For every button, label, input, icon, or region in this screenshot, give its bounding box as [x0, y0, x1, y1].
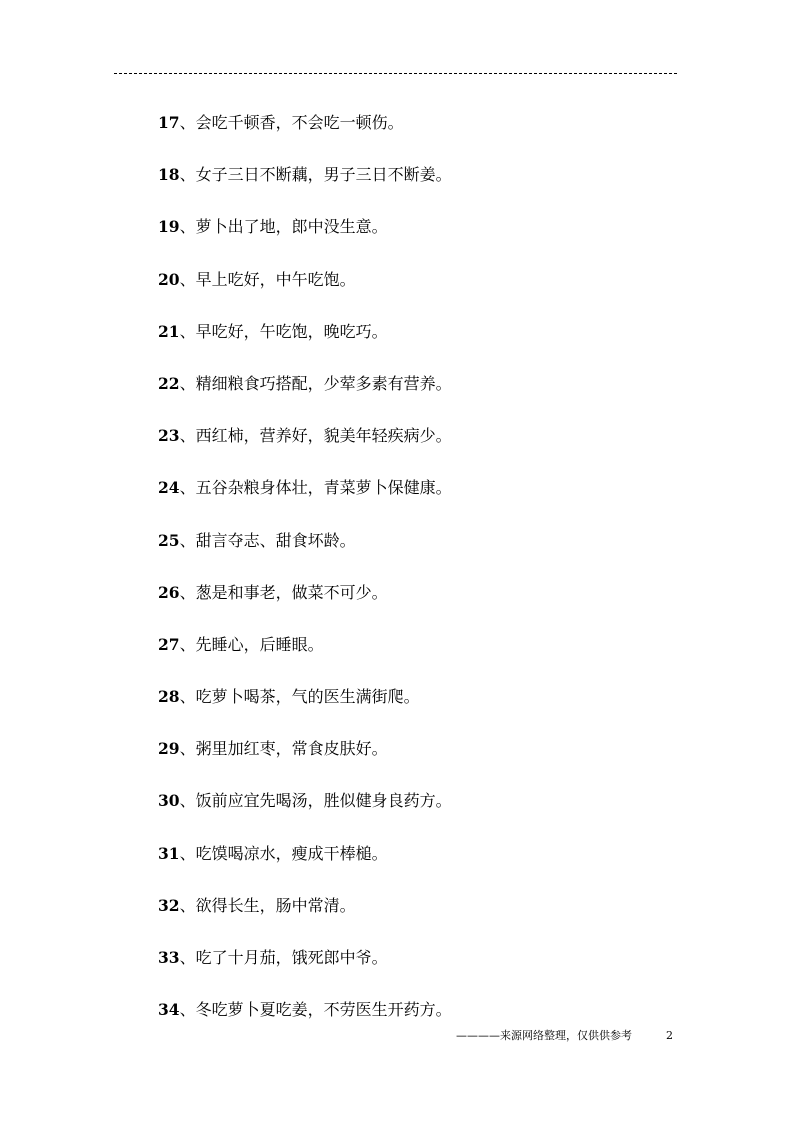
- item-number: 33: [158, 948, 180, 967]
- page-number: 2: [666, 1029, 673, 1042]
- item-text: 粥里加红枣，常食皮肤好。: [195, 739, 388, 759]
- list-item: [158, 788, 698, 840]
- item-number: 23: [158, 426, 180, 446]
- item-separator: 、: [179, 895, 196, 915]
- item-text: 会吃千顿香，不会吃一顿伤。: [195, 113, 404, 132]
- item-separator: 、: [179, 113, 196, 132]
- item-number: 27: [158, 634, 180, 654]
- list-item: [158, 841, 698, 893]
- item-separator: 、: [179, 165, 196, 185]
- item-separator: 、: [179, 634, 196, 654]
- item-text: 早上吃好，中午吃饱。: [195, 269, 356, 289]
- list-item: [158, 580, 698, 632]
- list-item: [158, 371, 698, 423]
- list-item: [158, 214, 698, 266]
- item-text: 欲得长生，肠中常清。: [195, 895, 356, 915]
- item-separator: 、: [179, 478, 196, 498]
- item-number: 24: [158, 478, 180, 498]
- item-text: 萝卜出了地，郎中没生意。: [195, 217, 388, 237]
- item-separator: 、: [179, 739, 196, 759]
- item-number: 20: [158, 269, 180, 289]
- item-text: 甜言夺志、甜食坏龄。: [195, 530, 356, 550]
- item-text: 精细粮食巧搭配，少荤多素有营养。: [195, 373, 452, 393]
- item-text: 女子三日不断藕，男子三日不断姜。: [195, 165, 452, 185]
- item-text: 吃了十月茄，饿死郎中爷。: [195, 948, 388, 967]
- item-number: 17: [158, 113, 180, 132]
- item-separator: 、: [179, 321, 196, 341]
- item-text: 西红柿，营养好，貌美年轻疾病少。: [195, 426, 452, 446]
- item-number: 30: [158, 791, 180, 811]
- header-dashed-rule: [114, 73, 677, 74]
- item-text: 早吃好，午吃饱，晚吃巧。: [195, 321, 388, 341]
- list-item: [158, 162, 698, 214]
- list-item: [158, 684, 698, 736]
- item-separator: 、: [179, 687, 196, 707]
- list-item: [158, 475, 698, 527]
- item-separator: 、: [179, 791, 196, 811]
- list-item: [158, 528, 698, 580]
- item-text: 吃萝卜喝茶，气的医生满街爬。: [195, 687, 420, 707]
- item-separator: 、: [179, 530, 196, 550]
- item-text: 葱是和事老，做菜不可少。: [195, 582, 388, 602]
- item-separator: 、: [179, 426, 196, 446]
- item-number: 34: [158, 1000, 180, 1020]
- item-number: 25: [158, 530, 180, 550]
- item-separator: 、: [179, 582, 196, 602]
- item-number: 29: [158, 739, 180, 759]
- item-separator: 、: [179, 843, 196, 863]
- list-item: [158, 110, 698, 162]
- item-number: 22: [158, 373, 180, 393]
- item-separator: 、: [179, 948, 196, 967]
- list-item: [158, 893, 698, 945]
- list-item: [158, 945, 698, 997]
- item-separator: 、: [179, 1000, 196, 1020]
- item-text: 冬吃萝卜夏吃姜，不劳医生开药方。: [195, 1000, 452, 1020]
- proverb-list: [158, 110, 698, 1049]
- item-text: 饭前应宜先喝汤，胜似健身良药方。: [195, 791, 452, 811]
- item-number: 31: [158, 843, 180, 863]
- list-item: [158, 736, 698, 788]
- item-number: 18: [158, 165, 180, 185]
- item-text: 五谷杂粮身体壮，青菜萝卜保健康。: [195, 478, 452, 498]
- item-text: 吃馍喝凉水，瘦成干棒槌。: [195, 843, 388, 863]
- list-item: [158, 267, 698, 319]
- footer-source-note: ————来源网络整理，仅供供参考: [456, 1029, 632, 1042]
- item-number: 19: [158, 217, 180, 237]
- item-text: 先睡心，后睡眼。: [195, 634, 324, 654]
- list-item: [158, 423, 698, 475]
- item-separator: 、: [179, 373, 196, 393]
- list-item: [158, 319, 698, 371]
- item-number: 26: [158, 582, 180, 602]
- item-separator: 、: [179, 269, 196, 289]
- item-separator: 、: [179, 217, 196, 237]
- item-number: 21: [158, 321, 180, 341]
- list-item: [158, 632, 698, 684]
- item-number: 28: [158, 687, 180, 707]
- item-number: 32: [158, 895, 180, 915]
